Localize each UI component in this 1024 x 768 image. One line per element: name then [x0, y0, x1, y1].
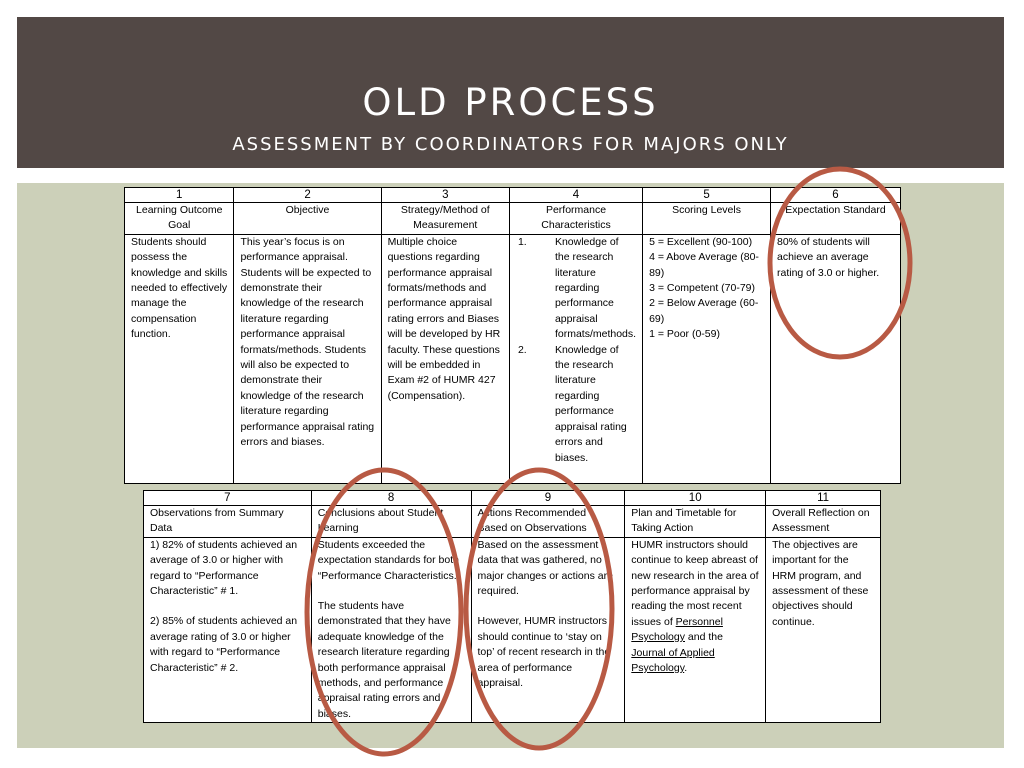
- characteristics-list: [518, 235, 636, 466]
- observation-1: 1) 82% of students achieved an average of 3.0 or higher with regard to “Performance Characteristic” # 1.: [150, 538, 298, 598]
- conclusion-2: The students have demonstrated that they have adequate knowledge of the research literature regarding both performance appraisal methods, and performance appraisal rating errors and biases.: [317, 600, 451, 720]
- list-number: 1.: [517, 235, 527, 248]
- list-item: [518, 343, 636, 466]
- learning-outcome-goal-cell: Students should possess the knowledge and skills needed to effectively manage the compensation function.: [125, 234, 234, 483]
- observation-2: 2) 85% of students achieved an average rating of 3.0 or higher with regard to “Performance Characteristic” # 2.: [150, 615, 298, 674]
- column-number: 9: [471, 491, 625, 506]
- conclusions-cell: [311, 537, 471, 722]
- conclusion-1: Students exceeded the expectation standards for both “Performance Characteristics.”: [317, 538, 461, 582]
- list-item: [518, 235, 636, 343]
- column-number: 8: [311, 491, 471, 506]
- column-header: Strategy/Method of Measurement: [381, 203, 509, 235]
- action-1: Based on the assessment data that was gathered, no major changes or actions are required.: [477, 538, 613, 598]
- objective-cell: This year’s focus is on performance appraisal. Students will be expected to demonstrate their knowledge of the research literature regarding performance appraisal formats/methods. Students will also be expected to demonstrate their knowledge of the research literature regarding performance appraisal rating errors and biases.: [234, 234, 381, 483]
- column-header: Learning Outcome Goal: [125, 203, 234, 235]
- assessment-table-part1: [124, 187, 901, 484]
- column-header-row: [144, 506, 881, 538]
- plan-cell: [625, 537, 766, 722]
- slide-title: OLD PROCESS: [362, 81, 659, 124]
- journal-title-personnel-psychology: Personnel Psychology: [631, 615, 723, 644]
- table-row: [125, 234, 901, 483]
- reflection-cell: The objectives are important for the HRM program, and assessment of these objectives should continue.: [766, 537, 881, 722]
- column-header: Scoring Levels: [643, 203, 771, 235]
- column-number-row: [125, 188, 901, 203]
- scoring-level: 4 = Above Average (80-89): [649, 251, 759, 279]
- scoring-level: 2 = Below Average (60-69): [649, 297, 759, 325]
- column-number: 7: [144, 491, 312, 506]
- column-number: 11: [766, 491, 881, 506]
- list-text: Knowledge of the research literature regarding performance appraisal rating errors and biases.: [554, 343, 627, 464]
- column-number: 10: [625, 491, 766, 506]
- column-number-row: [144, 491, 881, 506]
- column-number: 4: [509, 188, 642, 203]
- column-header: Performance Characteristics: [509, 203, 642, 235]
- table-row: [144, 537, 881, 722]
- performance-characteristics-cell: [509, 234, 642, 483]
- scoring-levels-cell: [643, 234, 771, 483]
- scoring-level: 5 = Excellent (90-100): [649, 235, 753, 248]
- column-number: 5: [643, 188, 771, 203]
- column-header: Observations from Summary Data: [144, 506, 312, 538]
- slide-subtitle: ASSESSMENT BY COORDINATORS FOR MAJORS ONLY: [232, 134, 789, 155]
- column-header: Objective: [234, 203, 381, 235]
- plan-connector: and the: [685, 631, 723, 644]
- column-number: 6: [771, 188, 901, 203]
- column-header: Conclusions about Student Learning: [311, 506, 471, 538]
- column-header: Overall Reflection on Assessment: [766, 506, 881, 538]
- observations-cell: [144, 537, 312, 722]
- slide-header: [17, 17, 1004, 168]
- strategy-cell: Multiple choice questions regarding performance appraisal formats/methods and performance appraisal rating errors and Biases will be developed by HR faculty. These questions will be embedded in Exam #2 of HUMR 427 (Compensation).: [381, 234, 509, 483]
- column-header-row: [125, 203, 901, 235]
- action-2: However, HUMR instructors should continue to ‘stay on top’ of recent research in the area of performance appraisal.: [477, 615, 611, 690]
- column-number: 3: [381, 188, 509, 203]
- assessment-table-part2: [143, 490, 881, 723]
- plan-end: .: [684, 662, 688, 675]
- column-number: 2: [234, 188, 381, 203]
- plan-text: HUMR instructors should continue to keep abreast of new research in the area of performance appraisal by reading the most recent issues of: [631, 538, 759, 628]
- scoring-level: 1 = Poor (0-59): [649, 328, 720, 341]
- scoring-level: 3 = Competent (70-79): [649, 282, 755, 295]
- list-text: Knowledge of the research literature regarding performance appraisal formats/methods.: [554, 235, 637, 341]
- column-header: Actions Recommended Based on Observations: [471, 506, 625, 538]
- journal-title-applied-psychology: Journal of Applied Psychology: [631, 646, 715, 675]
- column-header: Expectation Standard: [771, 203, 901, 235]
- column-header: Plan and Timetable for Taking Action: [625, 506, 766, 538]
- list-number: 2.: [517, 343, 527, 356]
- column-number: 1: [125, 188, 234, 203]
- actions-cell: [471, 537, 625, 722]
- expectation-standard-cell: 80% of students will achieve an average rating of 3.0 or higher.: [771, 234, 901, 483]
